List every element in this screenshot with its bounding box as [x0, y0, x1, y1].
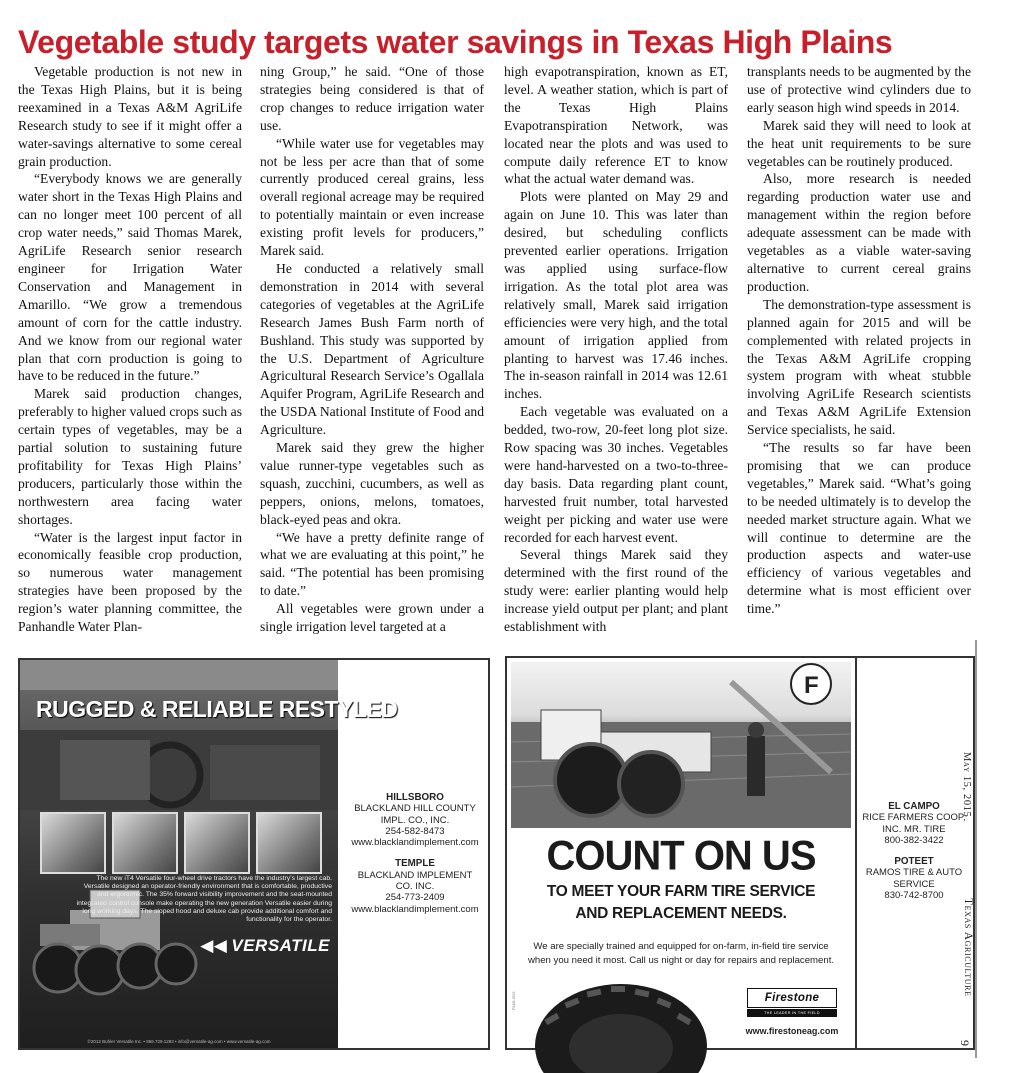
tractor-tire-icon — [531, 976, 711, 1046]
paragraph: high evapotranspiration, known as ET, level. A weather station, which is part of the Texas High Plains Evapotranspiration Network, was located near the plots and was used to compute daily reference ET to know what the actual water demand was. — [504, 64, 728, 187]
versatile-logo-icon: ◀◀ — [200, 936, 228, 955]
paragraph: “While water use for vegetables may not be less per acre than that of some currently produced cereal grains, less overall regional acreage may be required to potentially maintain or even increase existing profit levels for producers,” Marek said. — [260, 135, 484, 259]
tire-service-photo — [511, 662, 851, 828]
paragraph: Several things Marek said they determined with the first round of the study were: earlier planting would help increase yield output per plant; and plant establishment with — [504, 547, 728, 635]
paragraph: transplants needs to be augmented by the use of protective wind cylinders due to early season high wind speeds in 2014. — [747, 64, 971, 115]
cab-thumbnail — [256, 812, 322, 874]
ad-subheadline: TO MEET YOUR FARM TIRE SERVICE — [546, 883, 816, 900]
ad-headline: RUGGED & RELIABLE RESTYLED — [36, 696, 398, 722]
paragraph: ning Group,” he said. “One of those strategies being considered is that of crop changes to reduce irrigation water use. — [260, 64, 484, 133]
paragraph: The demonstration-type assessment is planned again for 2015 and will be complemented with related projects in the Texas A&M AgriLife cropping system program with wheat stubble involving AgriLife Research scientists and Texas A&M AgriLife Extension Service specialists, he said. — [747, 296, 971, 438]
dealer-entry: HILLSBORO BLACKLAND HILL COUNTY IMPL. CO., INC. 254-582-8473 www.blacklandimplement.com — [348, 792, 482, 848]
paragraph: Also, more research is needed regarding production water use and management within the region before adequate assessment can be made with vegetables as a viable water-saving alternative to current cereal grains production. — [747, 171, 971, 294]
article-column-4 — [747, 63, 971, 618]
ad-code: FSAG-0515 — [512, 991, 516, 1010]
article-column-1 — [18, 63, 242, 636]
dealer-entry: POTEET RAMOS TIRE & AUTO SERVICE 830-742-8700 — [865, 856, 963, 902]
ad-description: The new iT4 Versatile four-wheel drive tractors have the industry’s largest cab. Versatile designed an operator-friendly environment that is comfortable, productive and ergonomic. The 35% forward visibility improvement and the seat-mounted integrated control console make operating the new generation Versatile easier during long working days. The sloped hood and deluxe cab provide additional comfort and functionality for the operator. — [76, 875, 332, 924]
paragraph: All vegetables were grown under a single irrigation level targeted at a — [260, 601, 484, 635]
issue-date: May 15, 2015 — [961, 752, 972, 818]
versatile-ad[interactable] — [18, 658, 490, 1050]
paragraph: “Water is the largest input factor in economically feasible crop production, so numerous water management strategies have been proposed by the region’s water planning committee, the Panhandle Water Plan- — [18, 529, 242, 635]
paragraph: Marek said production changes, preferably to higher valued crops such as certain types of vegetables, may be a partial solution to sustaining future profitability for Texas High Plains’ producers, particularly those within the northwestern area facing water shortages. — [18, 386, 242, 527]
cab-thumbnail — [40, 812, 106, 874]
publication-name: Texas Agriculture — [962, 898, 974, 997]
page-number: 9 — [958, 1040, 972, 1046]
dealer-list — [348, 792, 482, 925]
tractor-cab-photo — [20, 660, 398, 1048]
paragraph: “We have a pretty definite range of what we are evaluating at this point,” he said. “The potential has been promising to date.” — [260, 529, 484, 599]
paragraph: “The results so far have been promising that we can produce vegetables,” Marek said. “What’s going to be needed ultimately is to develop the needed market structure again. What we will continue to determine are the production aspects and water-use efficiency of various vegetables and determine what is most efficient over time.” — [747, 440, 971, 617]
cab-thumbnail — [112, 812, 178, 874]
ad-footer: ©2012 Buhler Versatile Inc. • 866.729.1283 • info@versatile-ag.com • www.versatile-ag.com — [87, 1039, 271, 1044]
paragraph: Vegetable production is not new in the Texas High Plains, but it is being reexamined in a Texas A&M AgriLife Research study to see if it might offer a water-savings alternative to some cereal grain production. — [18, 64, 242, 169]
ad-subheadline: AND REPLACEMENT NEEDS. — [575, 905, 787, 922]
firestone-tagline: THE LEADER IN THE FIELD — [747, 1009, 837, 1017]
cab-thumbnail — [184, 812, 250, 874]
dealer-website: www.blacklandimplement.com — [351, 837, 479, 849]
ad-divider — [855, 658, 857, 1048]
firestone-logo: Firestone — [747, 988, 837, 1008]
paragraph: Marek said they grew the higher value runner-type vegetables such as squash, zucchini, cucumbers, as well as peppers, onions, melons, tomatoes, black-eyed peas and okra. — [260, 440, 484, 527]
dealer-entry: EL CAMPO RICE FARMERS COOP, INC. MR. TIRE 800-382-3422 — [862, 801, 966, 846]
svg-text:F: F — [804, 672, 819, 699]
article-column-3 — [504, 63, 728, 636]
ad-headline: COUNT ON US — [546, 832, 816, 880]
paragraph: “Everybody knows we are generally water short in the Texas High Plains and can no longer meet 100 percent of all crop water needs,” said Thomas Marek, AgriLife Research senior research engineer for Irrigation Water Conservation and Management in Amarillo. “We grow a tremendous amount of corn for the cattle industry. And we know from our regional water plan that corn production is going to have to be reduced in the future.” — [18, 171, 242, 384]
paragraph: Marek said they will need to look at the heat unit requirements to be sure vegetables can be routinely produced. — [747, 117, 971, 169]
ad-body: We are specially trained and equipped for on-farm, in-field tire service when you need it most. Call us night or day for repairs and replacement. — [527, 941, 835, 966]
versatile-logo: ◀◀ VERSATILE — [200, 936, 330, 955]
dealer-website: www.blacklandimplement.com — [351, 903, 479, 915]
firestone-ad[interactable] — [505, 656, 975, 1050]
firestone-website-link[interactable]: www.firestoneag.com — [745, 1026, 839, 1036]
side-rule — [975, 640, 977, 1058]
tractor-service-illustration — [511, 662, 851, 828]
headline: Vegetable study targets water savings in Texas High Plains — [18, 24, 893, 60]
paragraph: Plots were planted on May 29 and again on June 10. This was later than desired, but scheduling conflicts prevented earlier operations. Irrigation was applied using surface-flow irrigation. As the total plot area was relatively small, Marek said irrigation efficiencies were very high, and the total amount of irrigation applied from planting to harvest was 17.46 inches. The in-season rainfall in 2014 was 12.61 inches. — [504, 189, 728, 402]
dealer-entry: TEMPLE BLACKLAND IMPLEMENT CO. INC. 254-773-2409 www.blacklandimplement.com — [348, 858, 482, 914]
paragraph: He conducted a relatively small demonstration in 2014 with several categories of vegetables at the AgriLife Research James Bush Farm north of Bushland. This study was supported by the U.S. Department of Agriculture Agricultural Research Service’s Ogallala Aquifer Program, AgriLife Research and the USDA National Institute of Food and Agriculture. — [260, 260, 484, 438]
article-column-2 — [260, 63, 484, 636]
dealer-list — [861, 801, 967, 911]
paragraph: Each vegetable was evaluated on a bedded, two-row, 20-feet long plot size. Row spacing was 30 inches. Vegetables were hand-harvested on a two-to-three-day basis. Data regarding plant count, harvested fruit number, total harvested weight per picking and water use were recorded for each harvest event. — [504, 404, 728, 545]
